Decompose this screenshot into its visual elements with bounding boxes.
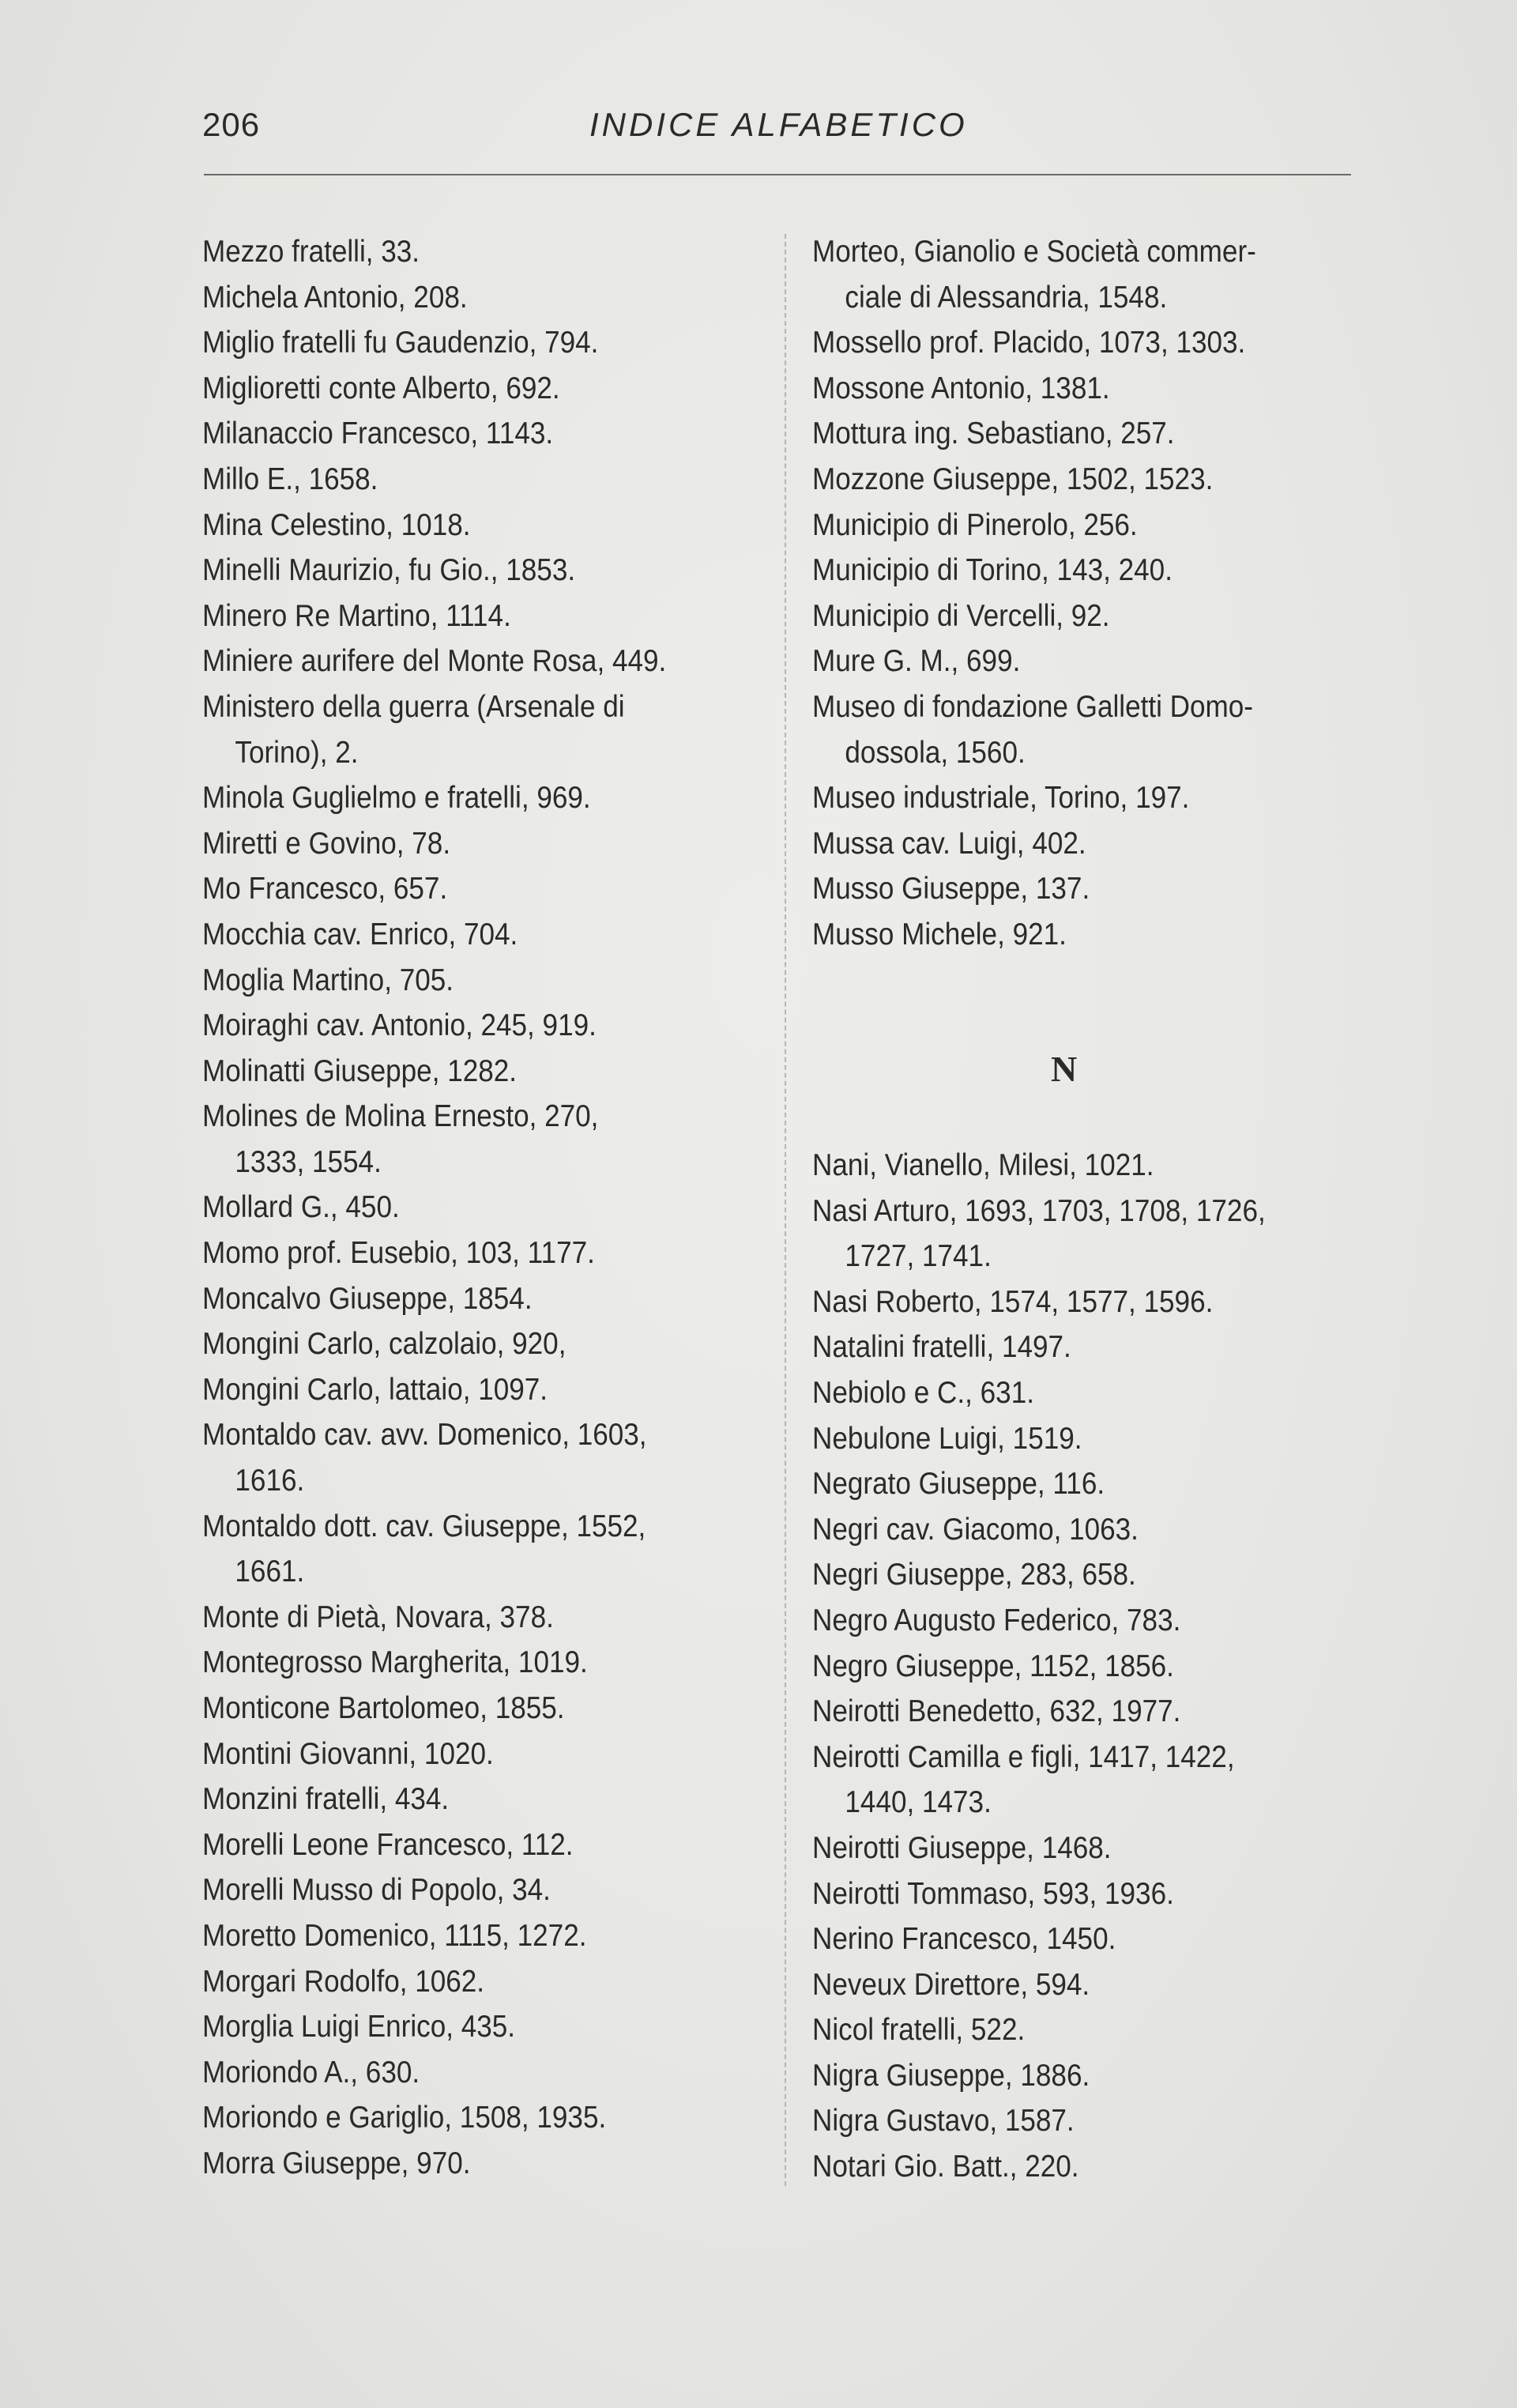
- index-entry: [202, 411, 761, 457]
- index-entry-text: Musso Michele, 921.: [812, 917, 1067, 952]
- index-entry-text: Municipio di Pinerolo, 256.: [812, 507, 1138, 542]
- index-entry-text: Neirotti Giuseppe, 1468.: [812, 1830, 1112, 1865]
- index-entry-text: Nicol fratelli, 522.: [812, 2013, 1026, 2048]
- index-entry-text: Moncalvo Giuseppe, 1854.: [202, 1281, 533, 1316]
- index-entry: [812, 1507, 1371, 1553]
- index-entry-text: Millo E., 1658.: [202, 462, 378, 496]
- index-entry: [202, 2141, 761, 2187]
- index-entry: [202, 684, 761, 775]
- index-entry-text: Morgari Rodolfo, 1062.: [202, 1964, 485, 1999]
- index-entry: [812, 1826, 1371, 1871]
- index-entry-text: Monte di Pietà, Novara, 378.: [202, 1600, 554, 1634]
- index-entry: [202, 1640, 761, 1686]
- index-entry: [202, 320, 761, 366]
- index-entry: [202, 2004, 761, 2050]
- index-entry-text: Mossello prof. Placido, 1073, 1303.: [812, 326, 1246, 360]
- index-entry-text: Negro Augusto Federico, 783.: [812, 1603, 1181, 1637]
- index-entry-continuation: 1661.: [235, 1554, 305, 1589]
- index-entry-text: Nerino Francesco, 1450.: [812, 1922, 1116, 1957]
- index-entry-text: Milanaccio Francesco, 1143.: [202, 416, 554, 451]
- running-title: INDICE ALFABETICO: [589, 106, 968, 143]
- index-entry: [202, 958, 761, 1004]
- index-entry: [812, 366, 1371, 412]
- index-entry: [812, 548, 1371, 594]
- index-column-right-n: [812, 1143, 1371, 2190]
- index-entry-continuation: Torino), 2.: [235, 735, 359, 770]
- index-entry: [812, 2144, 1371, 2190]
- index-entry-text: Negrato Giuseppe, 116.: [812, 1467, 1105, 1502]
- index-entry-text: Molines de Molina Ernesto, 270,: [202, 1099, 599, 1134]
- index-entry-text: Miglio fratelli fu Gaudenzio, 794.: [202, 326, 599, 360]
- index-entry: [202, 1321, 761, 1367]
- index-entry: [812, 912, 1371, 958]
- index-entry-text: Negri cav. Giacomo, 1063.: [812, 1512, 1139, 1547]
- index-entry-text: Montaldo dott. cav. Giuseppe, 1552,: [202, 1509, 646, 1543]
- index-entry: [202, 821, 761, 867]
- index-entry-text: Monticone Bartolomeo, 1855.: [202, 1691, 565, 1725]
- index-entry: [202, 1094, 761, 1185]
- index-entry-text: Molinatti Giuseppe, 1282.: [202, 1053, 518, 1088]
- index-entry-text: Moriondo A., 630.: [202, 2055, 420, 2090]
- index-entry: [812, 1598, 1371, 1644]
- index-entry: [202, 866, 761, 912]
- index-entry: [202, 2095, 761, 2141]
- index-entry: [202, 1049, 761, 1095]
- index-entry: [812, 320, 1371, 366]
- index-entry-text: Montini Giovanni, 1020.: [202, 1736, 494, 1771]
- index-entry-text: Mollard G., 450.: [202, 1190, 400, 1225]
- index-entry: [812, 2053, 1371, 2099]
- column-divider: [785, 234, 786, 2186]
- index-entry-text: Minero Re Martino, 1114.: [202, 598, 511, 633]
- index-entry: [812, 1552, 1371, 1598]
- index-entry: [812, 1644, 1371, 1690]
- index-entry-text: Negro Giuseppe, 1152, 1856.: [812, 1649, 1174, 1683]
- index-entry-text: Morelli Musso di Popolo, 34.: [202, 1873, 551, 1908]
- index-entry-text: Neirotti Camilla e figli, 1417, 1422,: [812, 1739, 1235, 1774]
- index-entry: [812, 1735, 1371, 1826]
- index-entry: [202, 1732, 761, 1777]
- index-entry-text: Mongini Carlo, calzolaio, 920,: [202, 1327, 567, 1362]
- index-entry: [202, 275, 761, 321]
- index-entry-text: Nigra Giuseppe, 1886.: [812, 2058, 1090, 2093]
- index-entry: [812, 457, 1371, 503]
- index-entry: [812, 821, 1371, 867]
- index-column-right-m: [812, 229, 1371, 958]
- index-entry-text: Ministero della guerra (Arsenale di: [202, 689, 625, 724]
- index-entry-continuation: 1727, 1741.: [845, 1239, 992, 1274]
- index-entry: [812, 1416, 1371, 1462]
- index-entry: [202, 457, 761, 503]
- index-entry: [812, 1962, 1371, 2008]
- index-entry: [812, 1916, 1371, 1962]
- index-entry: [812, 2007, 1371, 2053]
- index-entry: [812, 1689, 1371, 1735]
- index-entry-text: Mocchia cav. Enrico, 704.: [202, 917, 518, 952]
- index-entry-text: Mozzone Giuseppe, 1502, 1523.: [812, 462, 1214, 496]
- index-entry: [812, 775, 1371, 821]
- index-entry: [202, 1686, 761, 1732]
- index-entry: [202, 1367, 761, 1413]
- index-entry: [202, 1595, 761, 1641]
- index-entry: [202, 1003, 761, 1049]
- index-entry-text: Montaldo cav. avv. Domenico, 1603,: [202, 1418, 647, 1453]
- index-entry: [812, 594, 1371, 639]
- index-entry-text: Mossone Antonio, 1381.: [812, 371, 1110, 405]
- index-entry-text: Miniere aurifere del Monte Rosa, 449.: [202, 644, 667, 679]
- index-entry-continuation: 1333, 1554.: [235, 1144, 382, 1179]
- index-entry: [812, 1461, 1371, 1507]
- index-entry: [812, 503, 1371, 548]
- index-column-left: [202, 229, 761, 2187]
- index-entry-text: Morglia Luigi Enrico, 435.: [202, 2010, 516, 2044]
- index-entry: [202, 2050, 761, 2096]
- index-entry: [202, 366, 761, 412]
- index-entry: [812, 1189, 1371, 1279]
- index-entry: [202, 639, 761, 684]
- index-entry-text: Minola Guglielmo e fratelli, 969.: [202, 781, 591, 816]
- index-entry-text: Moretto Domenico, 1115, 1272.: [202, 1918, 587, 1953]
- index-entry: [202, 1412, 761, 1503]
- header-rule: [204, 174, 1351, 175]
- index-entry: [202, 1959, 761, 2005]
- index-entry-text: Natalini fratelli, 1497.: [812, 1330, 1071, 1365]
- index-entry-text: Momo prof. Eusebio, 103, 1177.: [202, 1236, 595, 1271]
- index-entry-text: Minelli Maurizio, fu Gio., 1853.: [202, 553, 576, 588]
- index-entry: [812, 639, 1371, 684]
- index-entry: [202, 548, 761, 594]
- index-entry: [202, 1777, 761, 1822]
- index-entry: [812, 1871, 1371, 1917]
- index-entry-text: Museo industriale, Torino, 197.: [812, 781, 1190, 816]
- index-entry-continuation: ciale di Alessandria, 1548.: [845, 280, 1168, 315]
- index-entry-text: Mina Celestino, 1018.: [202, 507, 471, 542]
- index-entry-text: Notari Gio. Batt., 220.: [812, 2150, 1079, 2184]
- index-entry-text: Musso Giuseppe, 137.: [812, 872, 1090, 906]
- index-entry-text: Museo di fondazione Galletti Domo-: [812, 689, 1253, 724]
- index-entry: [202, 503, 761, 548]
- index-entry-text: Municipio di Vercelli, 92.: [812, 598, 1110, 633]
- section-letter-n: N: [1051, 1049, 1073, 1089]
- index-entry-text: Morelli Leone Francesco, 112.: [202, 1827, 574, 1862]
- index-entry: [812, 1370, 1371, 1416]
- index-entry-continuation: 1616.: [235, 1464, 305, 1498]
- index-entry-text: Nebulone Luigi, 1519.: [812, 1421, 1082, 1456]
- index-entry: [202, 912, 761, 958]
- index-entry-text: Montegrosso Margherita, 1019.: [202, 1645, 588, 1680]
- index-entry: [812, 1143, 1371, 1189]
- index-entry: [202, 1504, 761, 1595]
- index-entry: [812, 1325, 1371, 1370]
- index-entry-text: Mussa cav. Luigi, 402.: [812, 826, 1086, 861]
- index-entry: [812, 1279, 1371, 1325]
- index-entry-text: Monzini fratelli, 434.: [202, 1782, 450, 1817]
- index-entry: [202, 1913, 761, 1959]
- index-entry-text: Michela Antonio, 208.: [202, 280, 468, 315]
- index-entry-text: Mottura ing. Sebastiano, 257.: [812, 416, 1175, 451]
- index-entry: [202, 1276, 761, 1322]
- index-entry-text: Moriondo e Gariglio, 1508, 1935.: [202, 2101, 607, 2135]
- index-entry-text: Mongini Carlo, lattaio, 1097.: [202, 1372, 548, 1407]
- index-entry: [202, 1822, 761, 1868]
- index-entry-text: Nigra Gustavo, 1587.: [812, 2104, 1075, 2139]
- index-entry-text: Mezzo fratelli, 33.: [202, 235, 420, 269]
- index-entry-text: Mure G. M., 699.: [812, 644, 1021, 679]
- index-entry-text: Nasi Roberto, 1574, 1577, 1596.: [812, 1284, 1214, 1319]
- index-entry: [812, 411, 1371, 457]
- index-entry: [202, 1230, 761, 1276]
- index-entry-text: Miretti e Govino, 78.: [202, 826, 451, 861]
- index-entry-text: Negri Giuseppe, 283, 658.: [812, 1558, 1136, 1592]
- index-entry-text: Mo Francesco, 657.: [202, 872, 448, 906]
- index-entry-text: Nasi Arturo, 1693, 1703, 1708, 1726,: [812, 1193, 1266, 1228]
- page-number: 206: [202, 106, 261, 143]
- index-entry-continuation: 1440, 1473.: [845, 1785, 992, 1820]
- index-entry: [202, 229, 761, 275]
- index-entry: [812, 2098, 1371, 2144]
- index-entry-text: Nebiolo e C., 631.: [812, 1375, 1034, 1410]
- index-entry: [812, 684, 1371, 775]
- index-entry: [812, 229, 1371, 320]
- index-entry: [812, 866, 1371, 912]
- index-entry-text: Moiraghi cav. Antonio, 245, 919.: [202, 1008, 597, 1043]
- index-entry: [202, 1185, 761, 1230]
- index-entry: [202, 594, 761, 639]
- index-entry-continuation: dossola, 1560.: [845, 735, 1026, 770]
- index-entry: [202, 1867, 761, 1913]
- index-entry-text: Neirotti Tommaso, 593, 1936.: [812, 1876, 1174, 1911]
- index-entry-text: Morteo, Gianolio e Società commer-: [812, 235, 1256, 269]
- index-entry-text: Municipio di Torino, 143, 240.: [812, 553, 1173, 588]
- index-entry-text: Neirotti Benedetto, 632, 1977.: [812, 1694, 1181, 1729]
- index-entry-text: Neveux Direttore, 594.: [812, 1967, 1090, 2002]
- index-entry-text: Miglioretti conte Alberto, 692.: [202, 371, 560, 405]
- index-entry-text: Morra Giuseppe, 970.: [202, 2146, 471, 2180]
- index-entry-text: Nani, Vianello, Milesi, 1021.: [812, 1148, 1154, 1182]
- index-entry-text: Moglia Martino, 705.: [202, 963, 454, 997]
- index-entry: [202, 775, 761, 821]
- page-header: [202, 103, 1348, 166]
